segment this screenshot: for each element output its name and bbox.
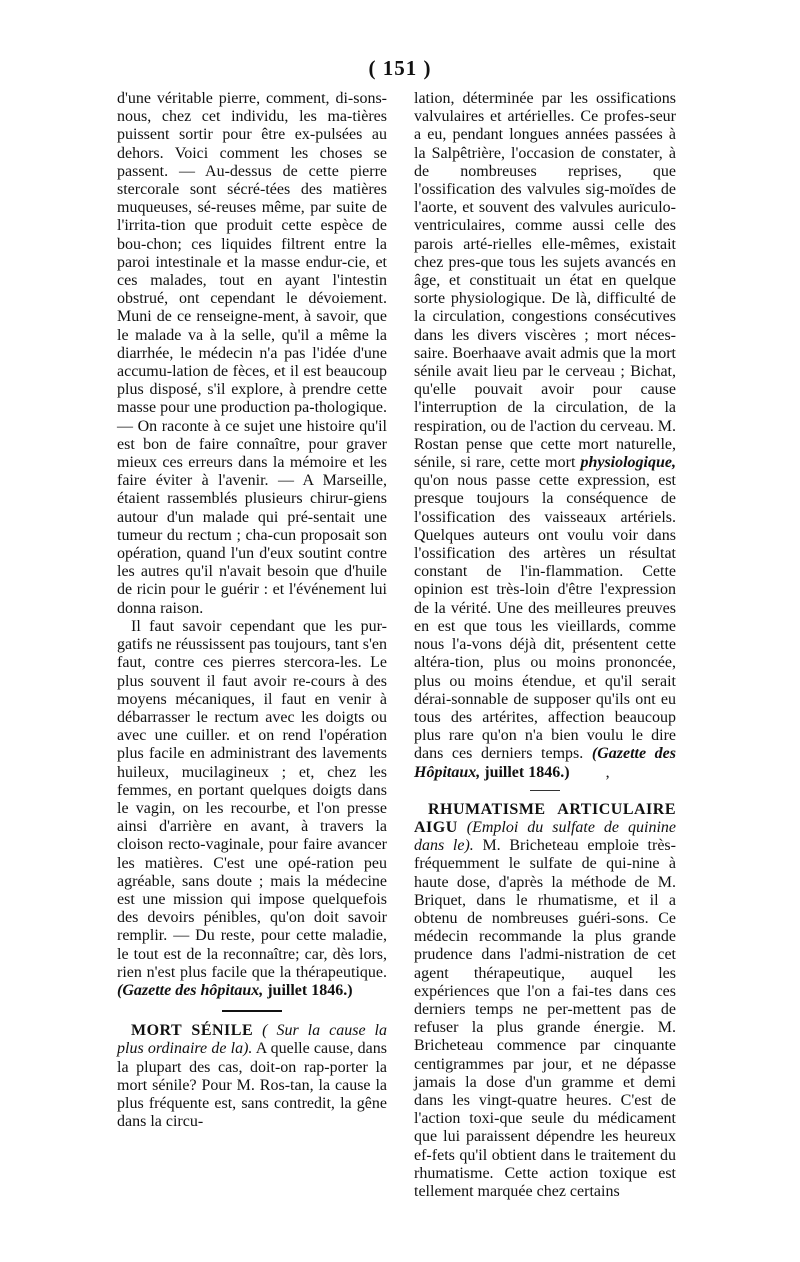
right-column: [414, 90, 676, 1201]
left-column: [117, 90, 387, 1131]
source-citation: (Gazette des Hôpitaux,: [414, 745, 676, 781]
paragraph-text: lation, déterminée par les ossifications valvulaires et artérielles. Ce profes-seur a eu, pendant longues années passées à la Salpêtrière, l'occasion de constater, à de nombreuses reprises, que l'ossification des valvules sig-moïdes de l'aorte, et souvent des valvules auriculo-ventriculaires, comme aussi celle des parois arté-rielles elle-mêmes, existait chez pres-que tous les sujets avancés en âge, et constituait un état en quelque sorte physiologique. De là, difficulté de la circulation, congestions consécutives dans les divers viscères ; mort néces-saire. Boerhaave avait admis que la mort sénile avait lieu par le cerveau ; Bichat, qu'elle pouvait avoir pour cause l'interruption de la circulation, de la respiration, ou de l'action du cerveau. M. Rostan pense que cette mort naturelle, sénile, si rare, cette mort: [414, 90, 676, 472]
section-divider: [530, 790, 560, 791]
paragraph-text: M. Bricheteau emploie très-fréquemment le sulfate de qui-nine à haute dose, d'après la méthode de M. Briquet, dans le rhumatisme, et il a obtenu de nombreuses guéri-sons. Ce médecin recommande la plus grande prudence dans l'admi-nistration de cet agent thérapeutique, auquel les expériences que l'on a fai-tes dans ces derniers temps ne per-mettent pas de refuser la plus grande énergie. M. Bricheteau commence par cinquante centigrammes par jour, et ne dépasse jamais la dose d'un gramme et demi dans les vingt-quatre heures. C'est de l'action toxi-que seule du médicament que lui paraissent dépendre les heureux ef-fets qu'il obtient dans le traitement du rhumatisme. Cette action toxique est tellement marquée chez certains: [414, 837, 676, 1200]
paragraph: [117, 618, 387, 1000]
stray-mark: ,: [605, 763, 610, 781]
paragraph: d'une véritable pierre, comment, di-sons-nous, chez cet individu, les ma-tières puissent sortir pour être ex-pulsées au dehors. Voici comment les choses se passent. — Au-dessus de cette pierre stercorale sont sécré-tées des matières muqueuses, sé-reuses même, par suite de l'irrita-tion que produit cette espèce de bou-chon; ces liquides filtrent entre la paroi intestinale et la masse endur-cie, et ces malades, tout en ayant l'intestin obstrué, ont cependant le dévoiement. Muni de ce renseigne-ment, à savoir, que le malade va à la selle, qu'il a même la diarrhée, le médecin n'a pas l'idée d'une accumu-lation de fèces, et il est beaucoup plus disposé, s'il explore, à prendre cette masse pour une production pa-thologique. — On raconte à ce sujet une histoire qu'il est bon de faire connaître, pour graver mieux ces erreurs dans la mémoire et les faire éviter à l'avenir. — A Marseille, étaient rassemblés plusieurs chirur-giens autour d'un malade qui pré-sentait une tumeur du rectum ; cha-cun proposait son opération, quand l'un d'eux soutint contre les autres qu'il n'avait besoin que d'huile de ricin pour le guérir : et l'événement lui donna raison.: [117, 90, 387, 617]
section-heading: MORT SÉNILE: [131, 1022, 254, 1040]
section-divider: [222, 1010, 282, 1012]
section-subheading: ( Sur la cause la plus ordinaire de la).: [117, 1022, 387, 1058]
section-paragraph: [117, 1022, 387, 1131]
source-citation: (Gazette des hôpitaux,: [117, 981, 264, 999]
paragraph-text: qu'on nous passe cette expression, est presque toujours la conséquence de l'ossification des vaisseaux artériels. Quelques auteurs ont voulu voir dans l'ossification des artères un résultat constant de l'in-flammation. Cette opinion est très-loin d'être l'expression de la vérité. Une des meilleures preuves en est que tous les vieillards, comme nous l'a-vons déjà dit, présentent cette altéra-tion, plus ou moins prononcée, plus ou moins étendue, et qu'il serait dérai-sonnable de supposer qu'ils ont eu tous des artérites, affection beaucoup plus rare qu'on n'a bien voulu le dire dans ces derniers temps.: [414, 472, 676, 763]
paragraph-text: Il faut savoir cependant que les pur-gatifs ne réussissent pas toujours, tant s'en faut, contre ces pierres stercora-les. Le plus souvent il faut avoir re-cours à des moyens mécaniques, il faut en venir à débarrasser le rectum avec les doigts ou avec une cuiller. et on rend l'opération plus facile en administrant des lavements huileux, mucilagineux ; et, chez les femmes, en portant quelques doigts dans le vagin, on les recourbe, et l'on presse ainsi d'arrière en avant, à travers la cloison recto-vaginale, pour faire avancer les matières. C'est une opé-ration peu agréable, sans doute ; mais la médecine est une mission qui impose quelquefois des devoirs pénibles, qu'on doit savoir remplir. — Du reste, pour cette maladie, le tout est de la reconnaître; car, dès lors, rien n'est plus facile que la thérapeutique.: [117, 617, 387, 981]
section-heading: RHUMATISME ARTICULAIRE AIGU: [414, 800, 676, 836]
citation-date: juillet 1846.): [263, 981, 353, 999]
citation-date: juillet 1846.): [480, 763, 570, 781]
paragraph-text: A quelle cause, dans la plupart des cas, doit-on rap-porter la mort sénile? Pour M. Ros-tan, la cause la plus fréquente est, sans contredit, la gêne dans la circu-: [117, 1040, 387, 1131]
section-subheading: (Emploi du sulfate de quinine dans le).: [414, 818, 676, 855]
page-number: ( 151 ): [368, 56, 432, 80]
section-paragraph: [414, 801, 676, 1201]
paragraph: [414, 90, 676, 782]
emphasis-text: physiologique,: [580, 454, 676, 472]
